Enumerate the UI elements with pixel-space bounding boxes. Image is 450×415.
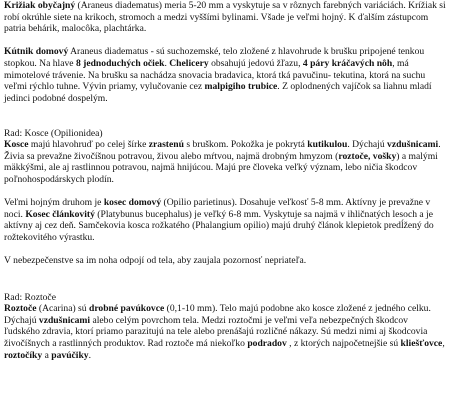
term: kosec domový bbox=[103, 197, 162, 209]
term: roztočíky bbox=[4, 349, 43, 361]
text: , má mimotelové trávenie. Na brušku sa nachádza snovacia bradavica, ktorá tká pavučinu- tekutina, ktorá na suchu veľmi rýchlo tuhne. Vývin priamy, vylučovanie cez bbox=[4, 57, 426, 93]
text: majú hlavohruď po celej šírke bbox=[28, 139, 149, 151]
paragraph-kosce bbox=[4, 139, 446, 185]
text: , z ktorých najpočetnejšie sú bbox=[286, 338, 401, 350]
term: Kosec článkovitý bbox=[25, 208, 95, 220]
text: . bbox=[88, 349, 91, 361]
text: Araneus diadematus - sú suchozemské, telo zložené z hlavohrude k brušku pripojené tenkou stopkou. Na hlave bbox=[4, 46, 425, 69]
text: a bbox=[42, 349, 52, 361]
term-krizak: Križiak obyčajný bbox=[4, 0, 76, 11]
term: Chelicery bbox=[169, 57, 209, 69]
text: , bbox=[442, 338, 445, 350]
paragraph-roztoce bbox=[4, 303, 446, 361]
text: s bruškom. Pokožka je pokrytá bbox=[183, 139, 308, 151]
text: . bbox=[164, 57, 170, 69]
text: (Araneus diadematus) meria 5-20 mm a vyskytuje sa v rôznych farebných variáciách. Krížiak si robí okrúhle siete na krikoch, stromoch a medzi vyššími bylinami. Všade je veľmi hojný. K ďalším zástupcom patria behárik, malocôka, plachtárka. bbox=[4, 0, 446, 35]
text: (Opilio parietinus). Dosahuje veľkosť 5-8 mm. Aktívny je prevažne v noci. bbox=[4, 197, 431, 220]
heading-kosce: Rad: Kosce (Opilionidea) bbox=[4, 127, 103, 139]
text: ) a malými mäkkýšmi, ale aj rastlinnou potravou, najmä hnijúcou. Majú pre človeka veľký význam, lebo ničia škodcov poľnohospodárskych plodín. bbox=[4, 150, 438, 185]
paragraph-kutnik bbox=[4, 46, 446, 104]
text: Veľmi hojným druhom je bbox=[4, 197, 104, 209]
term: kutikulou bbox=[307, 139, 348, 151]
text: . Dýchajú bbox=[347, 139, 388, 151]
paragraph-krizak bbox=[4, 0, 446, 35]
term: zrastenú bbox=[148, 139, 184, 151]
paragraph-kosec-druhy bbox=[4, 197, 446, 243]
term: vzdušnicami bbox=[38, 314, 91, 326]
text: alebo celým povrchom tela. Medzi roztočmi je veľmi veľa nebezpečných škodcov ľudského zdravia, ktorí priamo parazitujú na tele alebo prenášajú rozličné nákazy. Sú medzi nimi aj škodcovia živočíšnych a rastlinných produktov. Rad roztoče má niekoľko bbox=[4, 314, 428, 350]
term: roztoče, vošky bbox=[338, 150, 397, 162]
term: 4 páry kráčavých nôh bbox=[302, 57, 393, 69]
text: (0,1-10 mm). Telo majú podobne ako kosce zložené z jedného celku. Dýchajú bbox=[4, 303, 431, 326]
text: . Z oplodnených vajíčok sa liahnu mladí jedinci podobné dospelým. bbox=[4, 81, 432, 104]
term-kutnik: Kútnik domový bbox=[4, 46, 69, 58]
term: malpigiho trubice bbox=[204, 81, 278, 93]
term: vzdušnicami bbox=[387, 139, 439, 151]
term: drobné pavúkovce bbox=[88, 303, 165, 315]
heading-roztoce: Rad: Roztoče bbox=[4, 291, 56, 303]
paragraph-nebezpecenstvo: V nebezpečenstve sa im noha odpojí od tela, aby zaujala pozornosť nepriateľa. bbox=[4, 255, 307, 267]
text: (Platybunus bucephalus) je veľký 6-8 mm. Vyskytuje sa najmä v ihličnatých lesoch a je aktívny aj cez deň. Samčekovia kosca rožkatého (Phalangium opilio) majú druhý článok klepietok predĺžený do rožtekovitého výrastku. bbox=[4, 208, 434, 243]
text: . Živia sa prevažne živočíšnou potravou, živou alebo mŕtvou, najmä drobným hmyzom ( bbox=[4, 139, 441, 162]
term: kliešťovce bbox=[400, 338, 443, 350]
term: podradov bbox=[247, 338, 287, 350]
term: Roztoče bbox=[4, 303, 37, 315]
text: (Acarina) sú bbox=[36, 303, 89, 315]
term: Kosce bbox=[4, 139, 29, 151]
term: 8 jednoduchých očiek bbox=[75, 57, 165, 69]
text: obsahujú jedovú žľazu, bbox=[208, 57, 303, 69]
term: pavúčiky bbox=[51, 349, 89, 361]
